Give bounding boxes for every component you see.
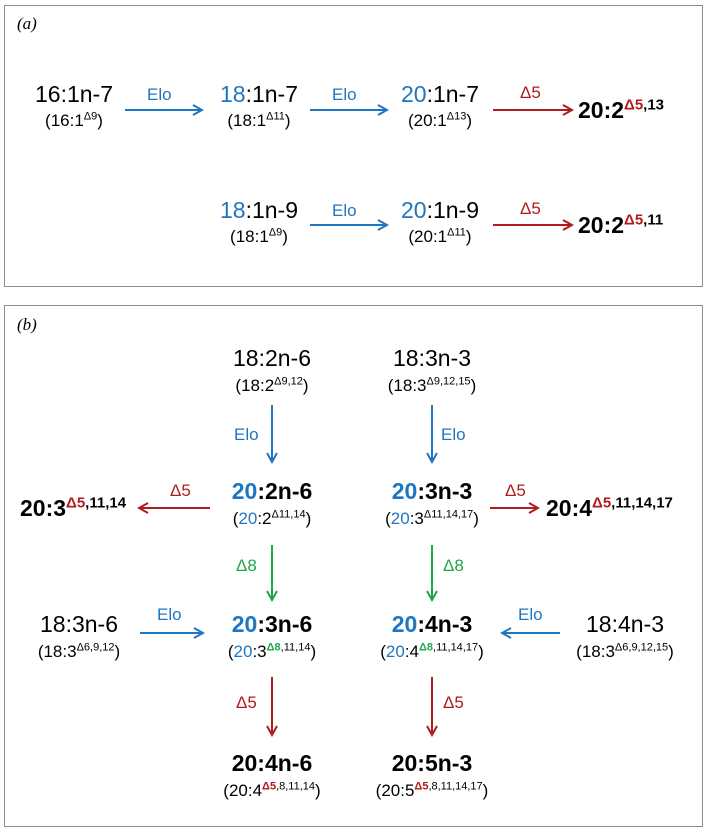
fa-20-2-d5-11: $20:2^{\Delta 5,11}$ xyxy=(578,211,664,238)
edge-label-b-d8-left: Δ8 xyxy=(236,556,257,575)
fa-18-3n3: 18:3n-3 $(18:3^{\Delta 9,12,15})$ xyxy=(387,345,477,395)
edge-label-a-elo-1: Elo xyxy=(147,85,172,104)
fa-18-2n6: 18:2n-6 $(18:2^{\Delta 9,12})$ xyxy=(232,345,311,395)
fa-18-3n6: 18:3n-6 $(18:3^{\Delta 6,9,12})$ xyxy=(37,611,121,661)
edge-label-a-elo-2: Elo xyxy=(332,85,357,104)
edge-label-b-d5-right: Δ5 xyxy=(505,481,526,500)
edge-label-a-d5-2: Δ5 xyxy=(520,199,541,218)
edge-label-b-d5-bottom-right: Δ5 xyxy=(443,693,464,712)
fa-20-3n3: 20:3n-3 $(20:3^{\Delta 11,14,17})$ xyxy=(385,478,479,528)
edge-label-b-elo-left: Elo xyxy=(234,425,259,444)
fa-20-1n9: 20:1n-9 $(20:1^{\Delta 11})$ xyxy=(400,197,480,246)
fa-20-2-d5-13: $20:2^{\Delta 5,13}$ xyxy=(578,96,665,123)
fa-20-1n7: 20:1n-7 $(20:1^{\Delta 13})$ xyxy=(400,81,480,130)
edge-label-b-d5-left: Δ5 xyxy=(170,481,191,500)
edge-label-b-elo-row3-right: Elo xyxy=(518,605,543,624)
fa-16-1n7: 16:1n-7 $(16:1^{\Delta 9})$ xyxy=(34,81,114,130)
fa-20-5n3: 20:5n-3 $(20:5^{\Delta 5,8,11,14,17})$ xyxy=(375,750,489,800)
edge-label-b-d5-bottom-left: Δ5 xyxy=(236,693,257,712)
fa-18-4n3: 18:4n-3 $(18:3^{\Delta 6,9,12,15})$ xyxy=(576,611,674,661)
fa-20-3-d5: $20:3^{\Delta 5,11,14}$ xyxy=(20,494,127,521)
edge-label-a-elo-3: Elo xyxy=(332,201,357,220)
fa-18-1n9: 18:1n-9 $(18:1^{\Delta 9})$ xyxy=(219,197,299,246)
fa-20-4n6: 20:4n-6 $(20:4^{\Delta 5,8,11,14})$ xyxy=(223,750,321,800)
edge-label-b-elo-row3-left: Elo xyxy=(157,605,182,624)
edge-label-a-d5-1: Δ5 xyxy=(520,83,541,102)
panel-a-label: (a) xyxy=(17,14,37,33)
fa-18-1n7: 18:1n-7 $(18:1^{\Delta 11})$ xyxy=(219,81,299,130)
edge-label-b-d8-right: Δ8 xyxy=(443,556,464,575)
fa-20-3n6: 20:3n-6 $(20:3^{\Delta 8,11,14})$ xyxy=(227,611,317,661)
fa-20-2n6: 20:2n-6 $(20:2^{\Delta 11,14})$ xyxy=(231,478,313,528)
panel-b-label: (b) xyxy=(17,315,37,334)
edge-label-b-elo-right: Elo xyxy=(441,425,466,444)
fa-20-4-d5: $20:4^{\Delta 5,11,14,17}$ xyxy=(546,494,673,521)
fa-20-4n3: 20:4n-3 $(20:4^{\Delta 8,11,14,17})$ xyxy=(380,611,484,661)
